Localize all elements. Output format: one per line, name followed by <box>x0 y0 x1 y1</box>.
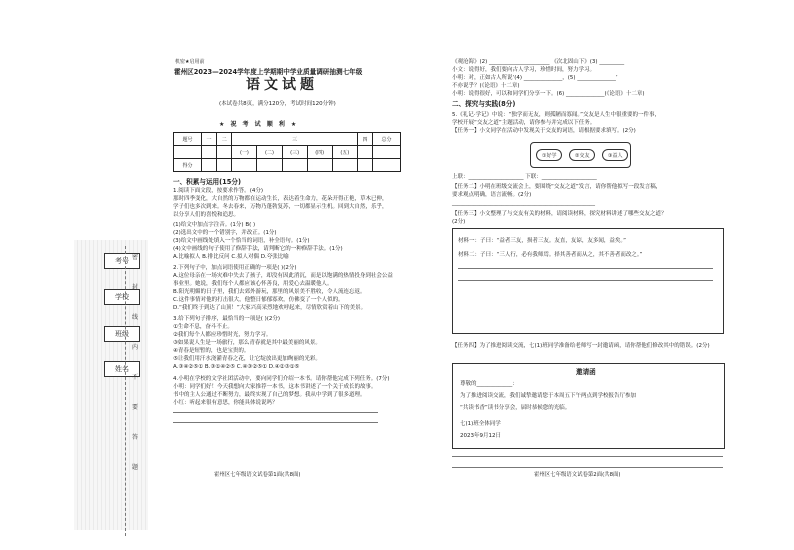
secret-label: 机密★启用前 <box>175 59 205 65</box>
question-heading: 2.下列句子中，加点词语使用正确的一项是( )(2分) <box>173 265 297 271</box>
exam-number-field-label: 考号 <box>104 253 140 269</box>
score-cell <box>232 159 257 172</box>
dialogue-line: 小明：同学们好！今天我想向大家推荐一本书，这本书讲述了一个关于成长的故事。 <box>173 384 377 390</box>
cut-label: 不 <box>132 374 139 381</box>
score-cell <box>201 159 216 172</box>
cut-label: 线 <box>132 314 139 321</box>
task-heading: 【任务四】为了推进阅读交流，七(1)班同学准备给老师写一封邀请函，请你帮他们修改其中的错误。(2分) <box>452 343 710 349</box>
score-cell: (五) <box>332 146 357 159</box>
task-line: 要求观点明确，语言流畅。(2分) <box>452 192 532 198</box>
score-cell: 总分 <box>373 133 401 146</box>
score-cell: (二) <box>257 146 282 159</box>
question-item: ①生命不息，奋斗不止。 <box>173 324 233 330</box>
cut-label: 封 <box>132 284 139 291</box>
score-cell: 四 <box>357 133 372 146</box>
score-cell: 题号 <box>174 133 202 146</box>
question-item: ④青春是短暂的，也是宝贵的。 <box>173 348 250 354</box>
class-field-label: 班级 <box>104 326 140 342</box>
score-cell: 三 <box>232 133 357 146</box>
question-heading: 4.小明在学校的文学社团活动中，要向同学们介绍一本书。请你帮他完成下列任务。(7分) <box>173 376 390 382</box>
score-cell <box>373 159 401 172</box>
score-cell <box>201 146 216 159</box>
passage-line: 那时四季变化，大自然的万物都在运动生长，表达着生命力，花朵开得正艳，草木已伸， <box>173 196 388 202</box>
score-cell <box>357 146 372 159</box>
question-item: B.阳光明媚的日子里，我们去郊外游玩，那里的风景美不胜收，令人流连忘返。 <box>173 289 366 295</box>
cut-label: 要 <box>132 404 139 411</box>
score-cell: (四) <box>307 146 332 159</box>
dialogue-line: 小红：听起来很有意思，你能具体说说吗？ <box>173 400 278 406</box>
cut-label: 答 <box>132 434 139 441</box>
score-table-score-row <box>174 159 401 172</box>
score-table <box>173 132 401 172</box>
question-heading: 1.阅读下面文段，按要求作答。(4分) <box>173 188 264 194</box>
word-tag: ②交友 <box>569 149 595 161</box>
score-cell <box>332 159 357 172</box>
exam-title: 霍州区2023—2024学年度上学期期中学业质量调研抽测七年级 <box>174 68 363 76</box>
question-item: 事业里。她说，我们每个人都应该心怀善良，用爱心去温暖他人。 <box>173 281 333 287</box>
answer-line <box>173 422 378 423</box>
answer-line <box>458 280 713 281</box>
score-cell: 二 <box>217 133 232 146</box>
binding-cut-line <box>125 246 126 536</box>
score-table-subheader-row <box>174 146 401 159</box>
score-cell <box>257 159 282 172</box>
invitation-title: 邀请函 <box>576 368 596 376</box>
question-item: A.比喻拟人 B.排比反问 C.拟人对偶 D.夸张比喻 <box>173 254 289 260</box>
right-page-footer: 霍州区七年级语文试卷第2面(共8面) <box>534 472 621 478</box>
right-top-line: 不亦说乎？(《论语》十二章) <box>452 83 520 89</box>
cut-label: 内 <box>132 344 139 351</box>
right-top-line: 小明：对，正如古人所说‘(4) ______________，(5) ______________’ <box>452 75 618 81</box>
score-cell <box>282 159 307 172</box>
score-cell: (三) <box>282 146 307 159</box>
score-cell <box>174 146 202 159</box>
invitation-line: 2023年9月12日 <box>460 433 501 439</box>
task-line: ____________________________________________________ <box>452 200 595 206</box>
score-cell <box>217 159 232 172</box>
task-line: 【任务三】小文整理了与交友有关的材料，请阅读材料，探究材料讲述了哪些交友之道？ <box>452 211 667 217</box>
section-heading: 一、积累与运用(15分) <box>173 178 241 186</box>
notice-heading: ★ 祝 考 试 顺 利 ★ <box>219 121 299 128</box>
task-line: 上联：____________________ 下联：____________________ <box>452 174 597 180</box>
task-line: (2分) <box>452 219 466 225</box>
material-line: 材料一：子曰：“益者三友，损者三友。友直，友谅，友多闻，益矣。” <box>458 238 626 244</box>
answer-line <box>458 268 713 269</box>
section-heading: 二、探究与实践(8分) <box>452 100 516 108</box>
exam-instructions: (本试卷共8页，满分120分，考试时间120分钟) <box>219 101 336 107</box>
score-table-header-row <box>174 133 401 146</box>
cut-label: 密 <box>132 254 139 261</box>
question-item: ②我们每个人都应珍惜时光，努力学习。 <box>173 332 272 338</box>
question-heading: 3.给下列句子排序，最恰当的一项是( )(2分) <box>173 316 281 322</box>
word-tag: ③益人 <box>602 149 628 161</box>
name-field-label: 姓名 <box>104 361 140 377</box>
material-line: 材料二：子曰：“三人行，必有我师焉。择其善者而从之，其不善者而改之。” <box>458 252 643 258</box>
invitation-line: 为了推进阅读交流，我们诚挚邀请您于本周五下午两点到学校报告厅参加 <box>460 393 637 399</box>
invitation-line: 尊敬的_____________： <box>460 381 518 387</box>
question-heading: 5.《礼记·学记》中说：“独学而无友，则孤陋而寡闻。”交友是人生中很重要的一件事， <box>452 112 660 118</box>
dialogue-line: 书中的主人公通过不断努力，最终实现了自己的梦想。我从中学到了很多道理。 <box>173 392 366 398</box>
invitation-line: “共读书香”读书分享会，届时恭候您的光临。 <box>460 405 571 411</box>
question-item: ③如果说人生是一场旅行，那么青春就是其中最美丽的风景。 <box>173 340 321 346</box>
answer-line <box>452 456 723 457</box>
question-item: A.③④②⑤① B.③①④②⑤ C.④③②⑤① D.④②③①⑤ <box>173 364 300 370</box>
score-cell <box>307 159 332 172</box>
school-field-label: 学校 <box>104 289 140 305</box>
score-cell: 得分 <box>174 159 202 172</box>
left-page-footer: 霍州区七年级语文试卷第1面(共8面) <box>214 472 301 478</box>
question-item: (1)给文中加点字注音。(1分) B( ) <box>173 222 256 228</box>
cut-label: 题 <box>132 464 139 471</box>
right-top-line: 小文：说得好，我们要向古人学习，珍惜时间，努力学习。 <box>452 67 596 73</box>
invitation-line: 七(1)班全体同学 <box>460 421 501 427</box>
question-item: (4)文中画线的句子使用了修辞手法，请判断它的一种修辞手法。(1分) <box>173 246 343 252</box>
subject-title: 语文试题 <box>246 77 318 93</box>
score-cell: 一 <box>201 133 216 146</box>
answer-line <box>452 467 723 468</box>
score-cell <box>373 146 401 159</box>
word-tag: ①好学 <box>536 149 562 161</box>
right-top-line: 《观沧海》(2) ______________________ 《次北固山下》(3) _________ <box>452 59 625 65</box>
task-line: 【任务二】小明在班级交流会上，要围绕“交友之道”发言，请你帮他拟写一段发言稿， <box>452 184 662 190</box>
question-item: D.“我们终于到达了山顶！”大家兴高采烈地欢呼起来，尽情欣赏着山下的美景。 <box>173 305 367 311</box>
question-item: (2)选出文中的一个错别字，并改正。(1分) <box>173 230 277 236</box>
question-item: 【任务一】小文同学在活动中发现关于交友的词语，请根据要求填写。(2分) <box>452 128 636 134</box>
score-cell <box>217 146 232 159</box>
question-item: (3)给文中画线处填入一个恰当的词语，补全语句。(1分) <box>173 238 310 244</box>
answer-line <box>173 412 378 413</box>
question-item: A.这位母亲在一场灾难中失去了孩子，却没有因此消沉，而是以饱满的热情投身到社会公益 <box>173 273 393 279</box>
question-item: C.这件事情对他的打击很大，他整日郁郁寡欢，仿佛变了一个人似的。 <box>173 297 344 303</box>
score-cell: (一) <box>232 146 257 159</box>
score-cell <box>357 159 372 172</box>
question-item: ⑤让我们用汗水浇灌青春之花，让它绽放出更加绚丽的光彩。 <box>173 356 321 362</box>
question-item: 学校开展“交友之道”主题活动，请你参与并完成以下任务。 <box>452 120 596 126</box>
passage-line: 学子们也多次到来。冬去春来，万物乃蓬勃复苏，一切都显示生机。回到大自然，乐乎， <box>173 204 388 210</box>
right-top-line: 小明：说得很好，可以和同学们分享一下。(6) ______________(《论语》十二章) <box>452 91 645 97</box>
passage-line: 以分享人们的喜悦和追思。 <box>173 212 240 218</box>
